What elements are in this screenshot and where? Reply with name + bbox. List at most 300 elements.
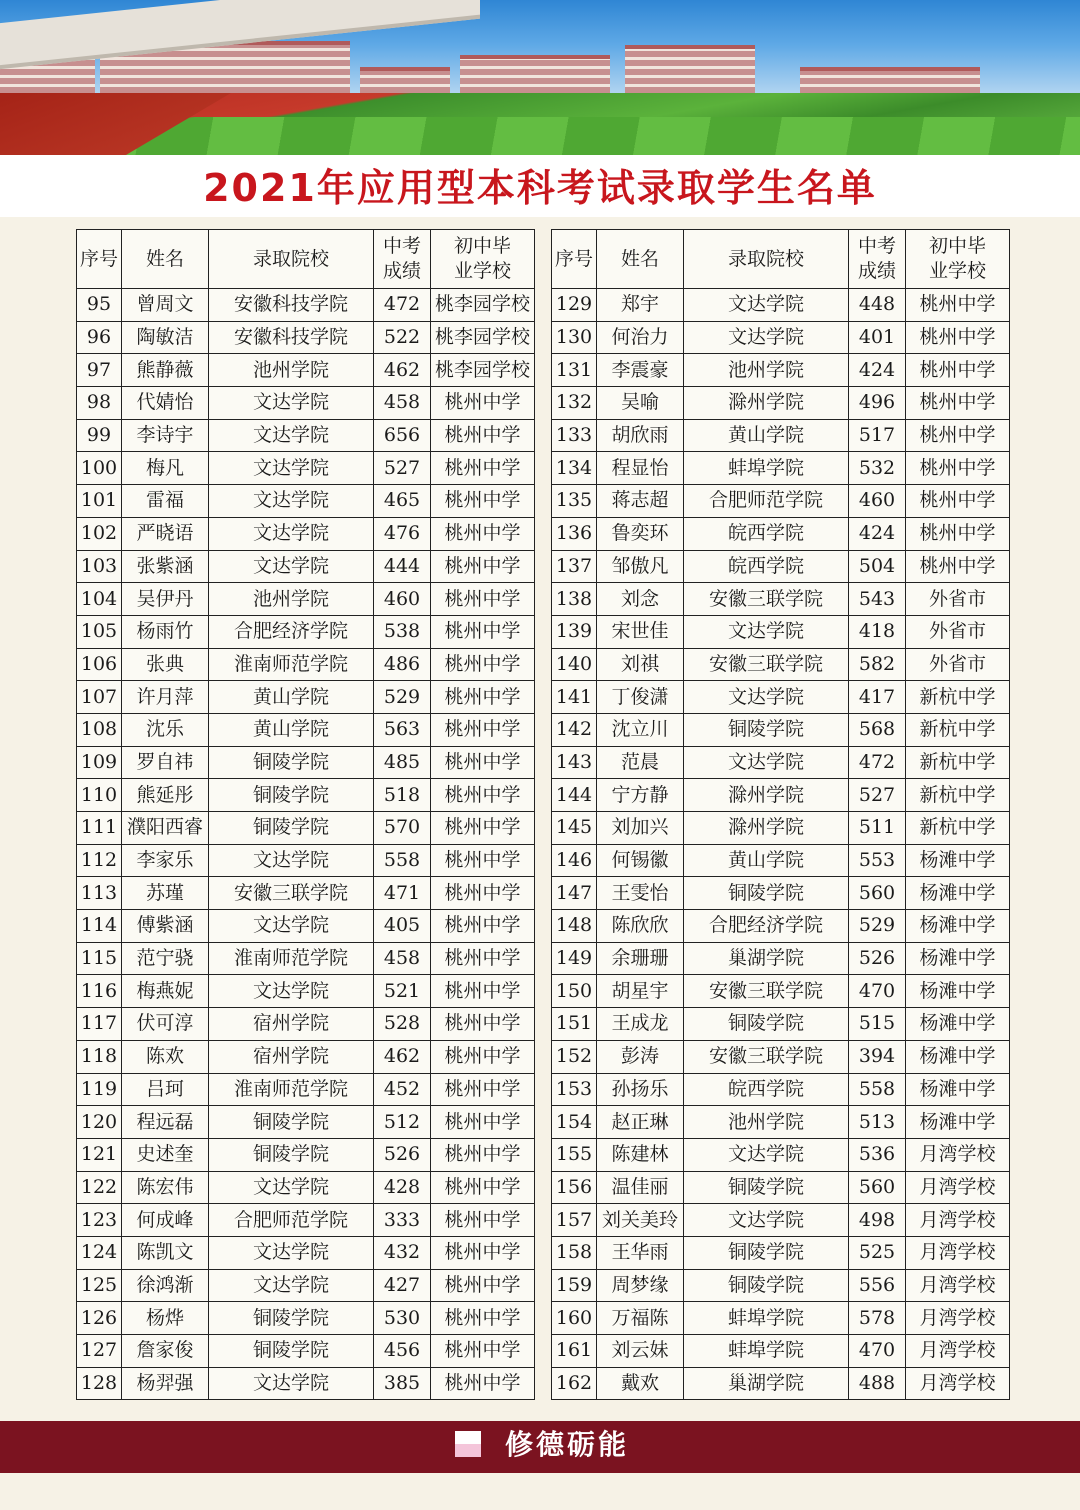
cell-score: 462 bbox=[374, 354, 431, 387]
cell-score: 512 bbox=[374, 1106, 431, 1139]
footer-margin bbox=[0, 1473, 1080, 1510]
cell-score: 525 bbox=[849, 1236, 906, 1269]
cell-score: 530 bbox=[374, 1302, 431, 1335]
header-no: 序号 bbox=[552, 230, 597, 289]
cell-score: 513 bbox=[849, 1106, 906, 1139]
cell-score: 532 bbox=[849, 452, 906, 485]
cell-name: 李震豪 bbox=[597, 354, 684, 387]
table-row bbox=[77, 419, 535, 452]
cell-school: 安徽三联学院 bbox=[209, 877, 374, 910]
cell-middle-school: 桃州中学 bbox=[906, 354, 1010, 387]
cell-school: 铜陵学院 bbox=[209, 1335, 374, 1368]
cell-score: 504 bbox=[849, 550, 906, 583]
header-school: 录取院校 bbox=[209, 230, 374, 289]
table-row bbox=[77, 877, 535, 910]
table-row bbox=[77, 354, 535, 387]
header-score bbox=[374, 230, 431, 289]
cell-no: 129 bbox=[552, 289, 597, 322]
cell-no: 150 bbox=[552, 975, 597, 1008]
cell-school: 蚌埠学院 bbox=[684, 1335, 849, 1368]
cell-school: 铜陵学院 bbox=[209, 1138, 374, 1171]
table-row bbox=[552, 1335, 1010, 1368]
table-body bbox=[77, 289, 535, 1400]
cell-middle-school: 桃州中学 bbox=[431, 975, 535, 1008]
cell-school: 池州学院 bbox=[684, 354, 849, 387]
table-body bbox=[552, 289, 1010, 1400]
cell-name: 何治力 bbox=[597, 321, 684, 354]
cell-middle-school: 桃州中学 bbox=[431, 419, 535, 452]
cell-no: 116 bbox=[77, 975, 122, 1008]
header-score-line2: 成绩 bbox=[857, 260, 896, 282]
cell-no: 157 bbox=[552, 1204, 597, 1237]
cell-middle-school: 月湾学校 bbox=[906, 1138, 1010, 1171]
cell-middle-school: 杨滩中学 bbox=[906, 1106, 1010, 1139]
cell-school: 合肥师范学院 bbox=[209, 1204, 374, 1237]
cell-school: 文达学院 bbox=[209, 517, 374, 550]
cell-school: 池州学院 bbox=[684, 1106, 849, 1139]
cell-name: 宁方静 bbox=[597, 779, 684, 812]
table-row bbox=[552, 452, 1010, 485]
table-row bbox=[77, 583, 535, 616]
table-row bbox=[77, 615, 535, 648]
cell-school: 文达学院 bbox=[684, 615, 849, 648]
cell-no: 123 bbox=[77, 1204, 122, 1237]
cell-middle-school: 桃李园学校 bbox=[431, 321, 535, 354]
cell-no: 147 bbox=[552, 877, 597, 910]
cell-name: 王成龙 bbox=[597, 1008, 684, 1041]
table-row bbox=[77, 289, 535, 322]
cell-score: 432 bbox=[374, 1236, 431, 1269]
cell-score: 418 bbox=[849, 615, 906, 648]
cell-no: 120 bbox=[77, 1106, 122, 1139]
cell-score: 448 bbox=[849, 289, 906, 322]
cell-school: 文达学院 bbox=[209, 1171, 374, 1204]
cell-no: 122 bbox=[77, 1171, 122, 1204]
table-row bbox=[552, 877, 1010, 910]
cell-school: 文达学院 bbox=[684, 1204, 849, 1237]
table-row bbox=[552, 1073, 1010, 1106]
cell-middle-school: 桃州中学 bbox=[431, 485, 535, 518]
table-row bbox=[552, 517, 1010, 550]
cell-score: 518 bbox=[374, 779, 431, 812]
cell-name: 何成峰 bbox=[122, 1204, 209, 1237]
cell-middle-school: 桃州中学 bbox=[906, 485, 1010, 518]
cell-middle-school: 月湾学校 bbox=[906, 1236, 1010, 1269]
cell-score: 460 bbox=[374, 583, 431, 616]
cell-name: 陈凯文 bbox=[122, 1236, 209, 1269]
cell-name: 周梦缘 bbox=[597, 1269, 684, 1302]
cell-score: 529 bbox=[849, 910, 906, 943]
cell-name: 吴喻 bbox=[597, 387, 684, 420]
cell-no: 154 bbox=[552, 1106, 597, 1139]
cell-name: 刘加兴 bbox=[597, 812, 684, 845]
cell-no: 153 bbox=[552, 1073, 597, 1106]
cell-school: 铜陵学院 bbox=[209, 1106, 374, 1139]
cell-middle-school: 杨滩中学 bbox=[906, 1040, 1010, 1073]
cell-name: 徐鸿渐 bbox=[122, 1269, 209, 1302]
cell-no: 133 bbox=[552, 419, 597, 452]
cell-school: 铜陵学院 bbox=[684, 1171, 849, 1204]
header-name: 姓名 bbox=[597, 230, 684, 289]
cell-middle-school: 月湾学校 bbox=[906, 1171, 1010, 1204]
cell-score: 488 bbox=[849, 1367, 906, 1400]
cell-score: 452 bbox=[374, 1073, 431, 1106]
cell-no: 141 bbox=[552, 681, 597, 714]
school-motto: 修德砺能 bbox=[505, 1428, 630, 1461]
cell-middle-school: 杨滩中学 bbox=[906, 942, 1010, 975]
table-row bbox=[552, 942, 1010, 975]
cell-name: 李诗宇 bbox=[122, 419, 209, 452]
table-row bbox=[552, 615, 1010, 648]
cell-no: 114 bbox=[77, 910, 122, 943]
cell-no: 117 bbox=[77, 1008, 122, 1041]
table-row bbox=[77, 942, 535, 975]
cell-middle-school: 桃州中学 bbox=[431, 1204, 535, 1237]
cell-middle-school: 桃李园学校 bbox=[431, 289, 535, 322]
cell-no: 156 bbox=[552, 1171, 597, 1204]
cell-school: 滁州学院 bbox=[684, 812, 849, 845]
cell-school: 安徽科技学院 bbox=[209, 289, 374, 322]
cell-middle-school: 桃李园学校 bbox=[431, 354, 535, 387]
table-row bbox=[77, 1171, 535, 1204]
table-row bbox=[552, 975, 1010, 1008]
cell-middle-school: 桃州中学 bbox=[431, 583, 535, 616]
cell-name: 陈欢 bbox=[122, 1040, 209, 1073]
cell-name: 彭涛 bbox=[597, 1040, 684, 1073]
cell-no: 99 bbox=[77, 419, 122, 452]
cell-middle-school: 月湾学校 bbox=[906, 1367, 1010, 1400]
cell-middle-school: 月湾学校 bbox=[906, 1335, 1010, 1368]
cell-middle-school: 月湾学校 bbox=[906, 1302, 1010, 1335]
cell-school: 皖西学院 bbox=[684, 517, 849, 550]
cell-school: 文达学院 bbox=[209, 910, 374, 943]
cell-score: 465 bbox=[374, 485, 431, 518]
table-row bbox=[552, 1008, 1010, 1041]
cell-score: 470 bbox=[849, 1335, 906, 1368]
cell-school: 铜陵学院 bbox=[684, 877, 849, 910]
cell-name: 胡欣雨 bbox=[597, 419, 684, 452]
cell-middle-school: 桃州中学 bbox=[431, 517, 535, 550]
cell-no: 155 bbox=[552, 1138, 597, 1171]
header-score-line1: 中考 bbox=[857, 235, 896, 257]
cell-school: 黄山学院 bbox=[684, 419, 849, 452]
table-row bbox=[552, 779, 1010, 812]
cell-name: 胡星宇 bbox=[597, 975, 684, 1008]
cell-name: 王雯怡 bbox=[597, 877, 684, 910]
cell-score: 526 bbox=[374, 1138, 431, 1171]
table-row bbox=[77, 681, 535, 714]
cell-middle-school: 月湾学校 bbox=[906, 1269, 1010, 1302]
table-header-row bbox=[77, 230, 535, 289]
cell-name: 程显怡 bbox=[597, 452, 684, 485]
table-row bbox=[552, 1106, 1010, 1139]
building bbox=[460, 55, 610, 93]
cell-name: 陈欣欣 bbox=[597, 910, 684, 943]
table-row bbox=[77, 387, 535, 420]
cell-name: 梅凡 bbox=[122, 452, 209, 485]
header-from-line2: 业学校 bbox=[928, 260, 986, 282]
cell-no: 106 bbox=[77, 648, 122, 681]
cell-middle-school: 桃州中学 bbox=[431, 615, 535, 648]
cell-name: 丁俊潇 bbox=[597, 681, 684, 714]
cell-name: 梅燕妮 bbox=[122, 975, 209, 1008]
cell-no: 98 bbox=[77, 387, 122, 420]
cell-no: 139 bbox=[552, 615, 597, 648]
cell-school: 铜陵学院 bbox=[209, 812, 374, 845]
cell-school: 宿州学院 bbox=[209, 1040, 374, 1073]
header-from-line2: 业学校 bbox=[453, 260, 511, 282]
table-row bbox=[552, 1302, 1010, 1335]
cell-score: 462 bbox=[374, 1040, 431, 1073]
table-row bbox=[552, 1367, 1010, 1400]
cell-name: 杨雨竹 bbox=[122, 615, 209, 648]
cell-no: 107 bbox=[77, 681, 122, 714]
cell-school: 淮南师范学院 bbox=[209, 942, 374, 975]
cell-score: 401 bbox=[849, 321, 906, 354]
cell-name: 陈宏伟 bbox=[122, 1171, 209, 1204]
page-title: 2021年应用型本科考试录取学生名单 bbox=[203, 166, 877, 210]
table-row bbox=[77, 550, 535, 583]
cell-middle-school: 外省市 bbox=[906, 648, 1010, 681]
cell-score: 560 bbox=[849, 1171, 906, 1204]
table-row bbox=[552, 648, 1010, 681]
table-row bbox=[77, 1073, 535, 1106]
cell-middle-school: 桃州中学 bbox=[906, 289, 1010, 322]
header-from-line1: 初中毕 bbox=[928, 235, 986, 257]
cell-school: 宿州学院 bbox=[209, 1008, 374, 1041]
cell-school: 文达学院 bbox=[209, 1269, 374, 1302]
cell-no: 151 bbox=[552, 1008, 597, 1041]
cell-score: 511 bbox=[849, 812, 906, 845]
table-row bbox=[77, 517, 535, 550]
cell-name: 李家乐 bbox=[122, 844, 209, 877]
cell-score: 486 bbox=[374, 648, 431, 681]
cell-school: 铜陵学院 bbox=[684, 713, 849, 746]
building bbox=[625, 45, 755, 93]
cell-score: 444 bbox=[374, 550, 431, 583]
cell-score: 458 bbox=[374, 942, 431, 975]
table-row bbox=[77, 1106, 535, 1139]
cell-no: 105 bbox=[77, 615, 122, 648]
cell-no: 118 bbox=[77, 1040, 122, 1073]
cell-middle-school: 杨滩中学 bbox=[906, 877, 1010, 910]
cell-school: 池州学院 bbox=[209, 583, 374, 616]
table-row bbox=[77, 1269, 535, 1302]
cell-name: 熊静薇 bbox=[122, 354, 209, 387]
cell-score: 527 bbox=[374, 452, 431, 485]
cell-name: 伏可淳 bbox=[122, 1008, 209, 1041]
table-row bbox=[552, 1269, 1010, 1302]
cell-school: 文达学院 bbox=[209, 975, 374, 1008]
cell-no: 149 bbox=[552, 942, 597, 975]
cell-name: 史述奎 bbox=[122, 1138, 209, 1171]
cell-name: 熊延彤 bbox=[122, 779, 209, 812]
square-icon bbox=[455, 1431, 481, 1457]
cell-middle-school: 桃州中学 bbox=[431, 1138, 535, 1171]
cell-name: 万福陈 bbox=[597, 1302, 684, 1335]
cell-no: 113 bbox=[77, 877, 122, 910]
cell-middle-school: 桃州中学 bbox=[906, 419, 1010, 452]
cell-no: 143 bbox=[552, 746, 597, 779]
cell-name: 罗自祎 bbox=[122, 746, 209, 779]
cell-name: 宋世佳 bbox=[597, 615, 684, 648]
cell-no: 126 bbox=[77, 1302, 122, 1335]
cell-no: 108 bbox=[77, 713, 122, 746]
cell-middle-school: 外省市 bbox=[906, 583, 1010, 616]
cell-score: 517 bbox=[849, 419, 906, 452]
cell-no: 144 bbox=[552, 779, 597, 812]
cell-name: 雷福 bbox=[122, 485, 209, 518]
cell-school: 滁州学院 bbox=[684, 779, 849, 812]
cell-score: 472 bbox=[849, 746, 906, 779]
header-middle-school bbox=[431, 230, 535, 289]
cell-school: 铜陵学院 bbox=[209, 746, 374, 779]
admission-table-right bbox=[551, 229, 1010, 1400]
cell-score: 472 bbox=[374, 289, 431, 322]
cell-school: 皖西学院 bbox=[684, 550, 849, 583]
cell-name: 刘念 bbox=[597, 583, 684, 616]
table-row bbox=[77, 321, 535, 354]
cell-score: 656 bbox=[374, 419, 431, 452]
table-row bbox=[77, 1204, 535, 1237]
table-row bbox=[77, 975, 535, 1008]
cell-score: 498 bbox=[849, 1204, 906, 1237]
cell-middle-school: 桃州中学 bbox=[431, 1008, 535, 1041]
cell-name: 严晓语 bbox=[122, 517, 209, 550]
cell-no: 110 bbox=[77, 779, 122, 812]
cell-score: 476 bbox=[374, 517, 431, 550]
cell-score: 385 bbox=[374, 1367, 431, 1400]
table-row bbox=[552, 681, 1010, 714]
cell-name: 濮阳西睿 bbox=[122, 812, 209, 845]
cell-no: 135 bbox=[552, 485, 597, 518]
cell-middle-school: 杨滩中学 bbox=[906, 844, 1010, 877]
cell-middle-school: 新杭中学 bbox=[906, 812, 1010, 845]
cell-no: 109 bbox=[77, 746, 122, 779]
cell-no: 104 bbox=[77, 583, 122, 616]
table-row bbox=[552, 583, 1010, 616]
cell-no: 142 bbox=[552, 713, 597, 746]
cell-score: 458 bbox=[374, 387, 431, 420]
cell-school: 巢湖学院 bbox=[684, 942, 849, 975]
cell-middle-school: 桃州中学 bbox=[431, 1040, 535, 1073]
cell-middle-school: 杨滩中学 bbox=[906, 910, 1010, 943]
cell-no: 96 bbox=[77, 321, 122, 354]
cell-school: 滁州学院 bbox=[684, 387, 849, 420]
cell-school: 文达学院 bbox=[209, 1236, 374, 1269]
cell-no: 121 bbox=[77, 1138, 122, 1171]
cell-name: 杨烨 bbox=[122, 1302, 209, 1335]
cell-school: 淮南师范学院 bbox=[209, 1073, 374, 1106]
cell-no: 140 bbox=[552, 648, 597, 681]
cell-name: 邹傲凡 bbox=[597, 550, 684, 583]
table-row bbox=[552, 387, 1010, 420]
cell-score: 417 bbox=[849, 681, 906, 714]
cell-no: 100 bbox=[77, 452, 122, 485]
cell-school: 黄山学院 bbox=[684, 844, 849, 877]
cell-middle-school: 桃州中学 bbox=[906, 517, 1010, 550]
table-row bbox=[552, 713, 1010, 746]
cell-no: 127 bbox=[77, 1335, 122, 1368]
cell-name: 范晨 bbox=[597, 746, 684, 779]
cell-name: 陶敏洁 bbox=[122, 321, 209, 354]
cell-name: 温佳丽 bbox=[597, 1171, 684, 1204]
table-row bbox=[77, 1138, 535, 1171]
table-row bbox=[552, 910, 1010, 943]
cell-name: 刘关美玲 bbox=[597, 1204, 684, 1237]
cell-middle-school: 新杭中学 bbox=[906, 713, 1010, 746]
table-row bbox=[77, 1236, 535, 1269]
cell-name: 吕珂 bbox=[122, 1073, 209, 1106]
cell-score: 529 bbox=[374, 681, 431, 714]
table-row bbox=[77, 1302, 535, 1335]
cell-score: 527 bbox=[849, 779, 906, 812]
table-row bbox=[552, 812, 1010, 845]
cell-middle-school: 桃州中学 bbox=[431, 910, 535, 943]
cell-no: 161 bbox=[552, 1335, 597, 1368]
cell-school: 安徽科技学院 bbox=[209, 321, 374, 354]
cell-middle-school: 桃州中学 bbox=[431, 550, 535, 583]
cell-school: 文达学院 bbox=[209, 452, 374, 485]
table-row bbox=[552, 485, 1010, 518]
cell-school: 安徽三联学院 bbox=[684, 583, 849, 616]
cell-score: 460 bbox=[849, 485, 906, 518]
cell-school: 文达学院 bbox=[684, 321, 849, 354]
admission-table-left bbox=[76, 229, 535, 1400]
cell-score: 522 bbox=[374, 321, 431, 354]
cell-name: 刘云妹 bbox=[597, 1335, 684, 1368]
cell-middle-school: 桃州中学 bbox=[431, 1236, 535, 1269]
cell-no: 119 bbox=[77, 1073, 122, 1106]
cell-score: 582 bbox=[849, 648, 906, 681]
cell-score: 485 bbox=[374, 746, 431, 779]
table-row bbox=[552, 321, 1010, 354]
cell-middle-school: 桃州中学 bbox=[431, 942, 535, 975]
table-row bbox=[77, 648, 535, 681]
table-row bbox=[77, 485, 535, 518]
cell-no: 125 bbox=[77, 1269, 122, 1302]
cell-score: 427 bbox=[374, 1269, 431, 1302]
table-row bbox=[552, 289, 1010, 322]
cell-score: 424 bbox=[849, 354, 906, 387]
table-row bbox=[77, 1335, 535, 1368]
cell-score: 556 bbox=[849, 1269, 906, 1302]
cell-middle-school: 桃州中学 bbox=[431, 877, 535, 910]
cell-name: 蒋志超 bbox=[597, 485, 684, 518]
cell-name: 张紫涵 bbox=[122, 550, 209, 583]
cell-school: 文达学院 bbox=[209, 844, 374, 877]
table-row bbox=[552, 1138, 1010, 1171]
cell-name: 曾周文 bbox=[122, 289, 209, 322]
cell-no: 160 bbox=[552, 1302, 597, 1335]
cell-score: 558 bbox=[374, 844, 431, 877]
table-row bbox=[552, 419, 1010, 452]
cell-no: 111 bbox=[77, 812, 122, 845]
cell-score: 570 bbox=[374, 812, 431, 845]
header-score-line1: 中考 bbox=[382, 235, 421, 257]
cell-school: 铜陵学院 bbox=[684, 1008, 849, 1041]
cell-no: 97 bbox=[77, 354, 122, 387]
header-school: 录取院校 bbox=[684, 230, 849, 289]
cell-score: 470 bbox=[849, 975, 906, 1008]
table-row bbox=[77, 746, 535, 779]
cell-score: 521 bbox=[374, 975, 431, 1008]
cell-name: 苏瑾 bbox=[122, 877, 209, 910]
cell-score: 424 bbox=[849, 517, 906, 550]
cell-school: 合肥经济学院 bbox=[684, 910, 849, 943]
cell-school: 安徽三联学院 bbox=[684, 975, 849, 1008]
cell-middle-school: 新杭中学 bbox=[906, 746, 1010, 779]
